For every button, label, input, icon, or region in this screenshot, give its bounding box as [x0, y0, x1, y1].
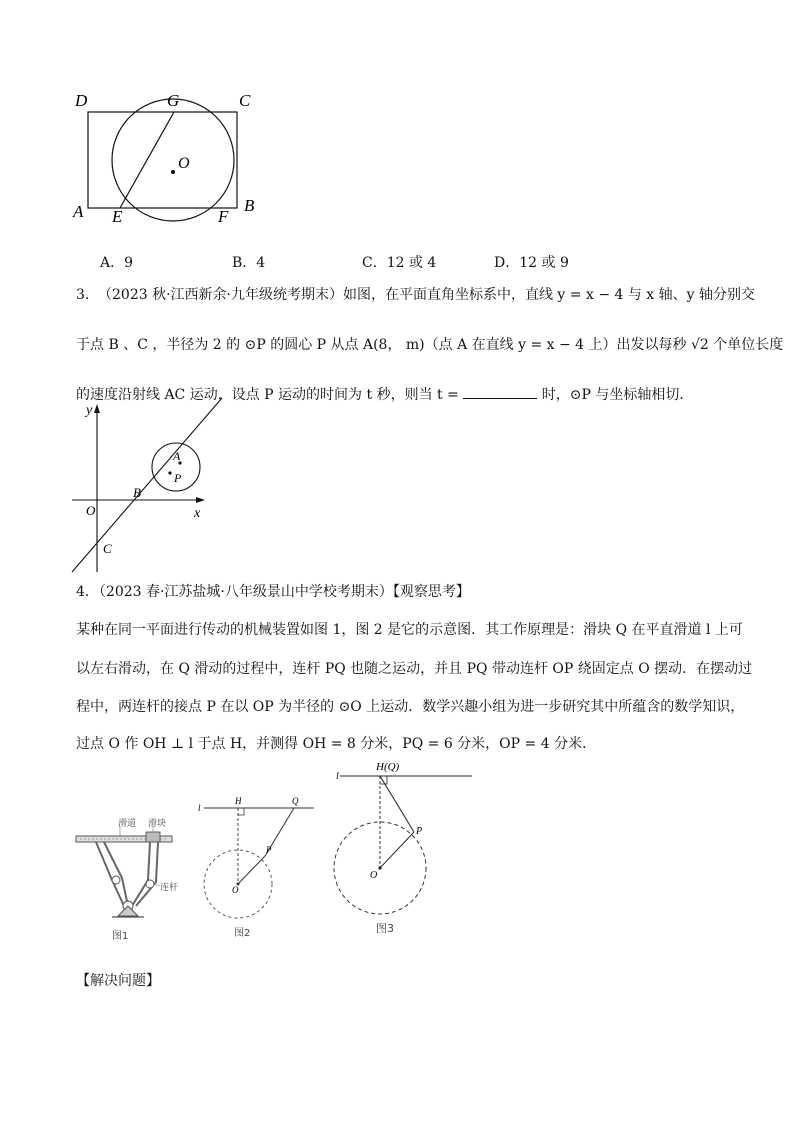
q4-line1: 某种在同一平面进行传动的机械装置如图 1，图 2 是它的示意图．其工作原理是：滑块 Q 在平直滑道 l 上可 [76, 622, 743, 638]
q4-line3: 程中，两连杆的接点 P 在以 OP 为半径的 ⊙O 上运动．数学兴趣小组为进一步研究其中所蕴含的数学知识， [76, 699, 745, 715]
label-g: G [167, 91, 180, 110]
label-rod: 连杆 [160, 883, 179, 893]
label-slider: 滑块 [148, 819, 167, 829]
label-rail: 滑道 [118, 819, 137, 829]
fig2-segment-op [238, 856, 265, 884]
linkage-right [132, 842, 158, 906]
q3-line3-after: 时，⊙P 与坐标轴相切． [541, 387, 694, 403]
caption-fig2: 图2 [234, 928, 251, 939]
q4-line4: 过点 O 作 OH ⊥ l 于点 H，并测得 OH = 8 分米，PQ = 6 分米，OP = 4 分米． [76, 736, 597, 752]
section-solve-problem: 【解决问题】 [76, 973, 160, 989]
label-p: P [174, 471, 182, 485]
label-c: C [239, 91, 251, 110]
q4-header: 4．（2023 春·江苏盐城·八年级景山中学校考期末）【观察思考】 [76, 584, 470, 600]
fig3-label-o: O [370, 870, 378, 881]
label-c: C [103, 541, 112, 556]
slider-block [146, 832, 160, 842]
fig3-segment-op [380, 832, 414, 868]
fig3-label-p: P [416, 826, 423, 837]
base-support [118, 906, 138, 916]
label-f: F [218, 207, 229, 226]
q3-line3-before: 的速度沿射线 AC 运动，设点 P 运动的时间为 t 秒，则当 t = [76, 387, 459, 403]
option-b: B．4 [232, 255, 266, 271]
fig2-right-angle [238, 808, 244, 815]
joint-1 [112, 876, 120, 884]
label-d: D [75, 91, 88, 110]
fig2-label-o: O [232, 885, 239, 895]
label-a: A [73, 202, 84, 221]
label-o: O [178, 155, 190, 172]
q3-line1: （2023 秋·江西新余·九年级统考期末）如图，在平面直角坐标系中，直线 y = x − 4 与 x 轴、y 轴分别交 [98, 287, 756, 303]
fig2-label-l: l [198, 803, 201, 813]
joint-2 [146, 880, 154, 888]
q3-line2: 于点 B 、C ，半径为 2 的 ⊙P 的圆心 P 从点 A(8， m)（点 A 在直线 y = x − 4 上）出发以每秒 √2 个单位长度 [76, 337, 784, 353]
q4-line2: 以左右滑动，在 Q 滑动的过程中，连杆 PQ 也随之运动，并且 PQ 带动连杆 OP 绕固定点 O 摆动．在摆动过 [76, 661, 753, 677]
linkage-left [96, 842, 128, 906]
label-y: y [86, 403, 93, 418]
option-d: D．12 或 9 [494, 255, 569, 271]
q3-number: 3． [76, 287, 99, 303]
option-c: C．12 或 4 [362, 255, 437, 271]
fig2-label-h: H [235, 796, 242, 806]
label-e: E [112, 207, 123, 226]
caption-fig3: 图3 [376, 922, 394, 935]
label-x: x [194, 506, 201, 521]
fig2-label-q: Q [292, 796, 299, 806]
fig3-segment-pq [380, 776, 414, 832]
option-a: A．9 [100, 255, 134, 271]
label-origin: O [86, 503, 96, 518]
label-a: A [173, 449, 181, 463]
fig3-label-hq: H(Q) [376, 761, 400, 773]
caption-fig1: 图1 [112, 931, 129, 942]
fig3-point-o [378, 866, 381, 869]
fig3-label-l: l [336, 771, 339, 782]
fig2-label-p: P [266, 845, 272, 855]
label-b: B [133, 485, 141, 500]
label-b: B [244, 196, 255, 215]
